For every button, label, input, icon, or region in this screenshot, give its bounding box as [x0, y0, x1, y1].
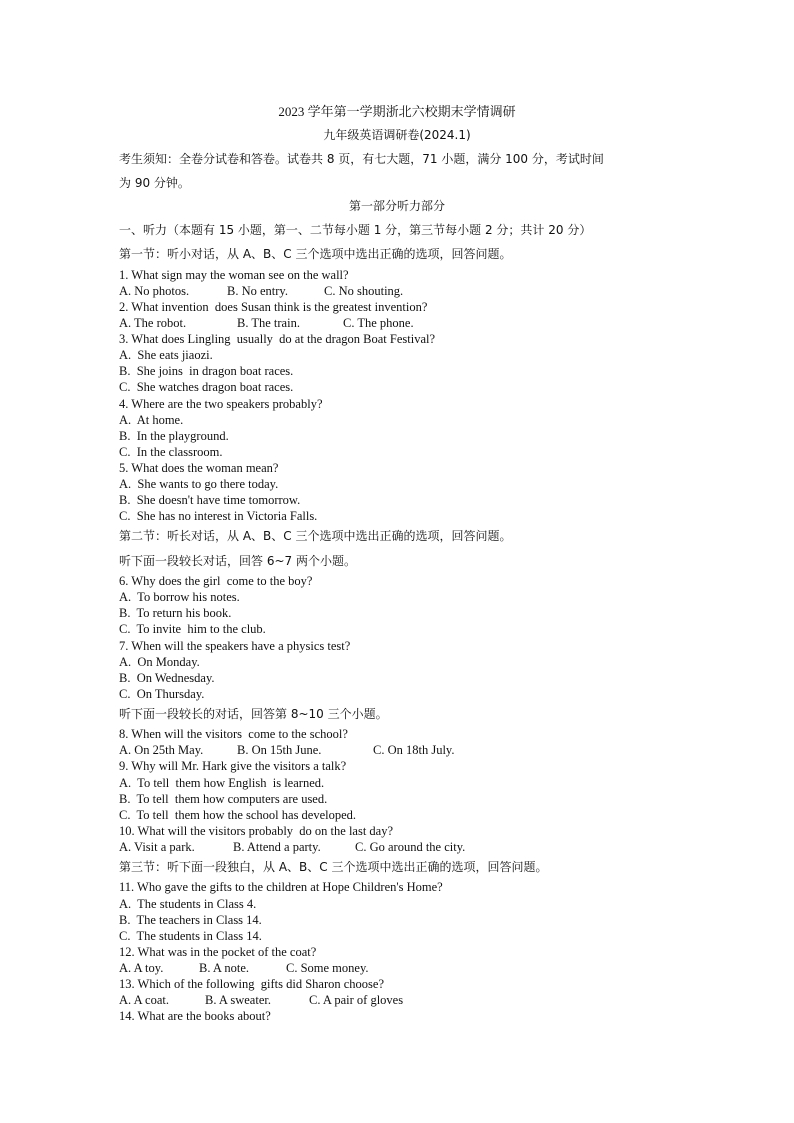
option-b: B. To return his book.	[119, 606, 232, 620]
sub2-intro-2: 听下面一段较长的对话，回答第 8~10 三个小题。	[119, 707, 388, 721]
question-4: 4. Where are the two speakers probably?	[119, 397, 323, 411]
option-a: A. No photos.	[119, 284, 190, 298]
option-a: A. On Monday.	[119, 655, 200, 669]
option-a: A. To tell them how English is learned.	[119, 776, 325, 790]
option-b: B. To tell them how computers are used.	[119, 792, 328, 806]
sub1-heading: 第一节：听小对话，从 A、B、C 三个选项中选出正确的选项，回答问题。	[119, 247, 512, 261]
options-12	[119, 960, 369, 976]
option-a: A. The robot.	[119, 316, 187, 330]
option-a: A. She eats jiaozi.	[119, 348, 213, 362]
option-a: A. A toy.	[119, 961, 164, 975]
options-1	[119, 283, 403, 299]
part-title: 第一部分听力部分	[348, 199, 445, 213]
option-c: C. Go around the city.	[355, 840, 466, 854]
option-a: A. She wants to go there today.	[119, 477, 279, 491]
option-c: C. To tell them how the school has developed.	[119, 808, 357, 822]
option-b: B. The teachers in Class 14.	[119, 913, 262, 927]
question-8: 8. When will the visitors come to the school?	[119, 727, 348, 741]
question-11: 11. Who gave the gifts to the children at Hope Children's Home?	[119, 880, 443, 894]
option-c: C. Some money.	[286, 961, 369, 975]
sub2-intro-1: 听下面一段较长对话，回答 6~7 两个小题。	[119, 554, 356, 568]
options-8	[119, 742, 455, 758]
option-b: B. A sweater.	[205, 993, 271, 1007]
question-12: 12. What was in the pocket of the coat?	[119, 945, 317, 959]
question-14: 14. What are the books about?	[119, 1009, 271, 1023]
question-9: 9. Why will Mr. Hark give the visitors a talk?	[119, 759, 347, 773]
option-a: A. A coat.	[119, 993, 169, 1007]
question-6: 6. Why does the girl come to the boy?	[119, 574, 313, 588]
option-b: B. She joins in dragon boat races.	[119, 364, 294, 378]
question-5: 5. What does the woman mean?	[119, 461, 279, 475]
option-c: C. On Thursday.	[119, 687, 205, 701]
options-13	[119, 992, 403, 1008]
sub3-heading: 第三节：听下面一段独白，从 A、B、C 三个选项中选出正确的选项，回答问题。	[119, 860, 548, 874]
section-heading: 一、听力（本题有 15 小题，第一、二节每小题 1 分，第三节每小题 2 分；共计 20 分）	[119, 223, 592, 237]
option-b: B. On Wednesday.	[119, 671, 215, 685]
option-b: B. She doesn't have time tomorrow.	[119, 493, 301, 507]
option-c: C. The students in Class 14.	[119, 929, 262, 943]
option-c: C. The phone.	[343, 316, 414, 330]
question-1: 1. What sign may the woman see on the wall?	[119, 268, 349, 282]
exam-title: 2023 学年第一学期浙北六校期末学情调研	[278, 104, 516, 119]
question-2: 2. What invention does Susan think is the greatest invention?	[119, 300, 428, 314]
option-c: C. A pair of gloves	[309, 993, 404, 1007]
question-7: 7. When will the speakers have a physics test?	[119, 639, 351, 653]
option-b: B. Attend a party.	[233, 840, 321, 854]
exam-notice-line1: 考生须知：全卷分试卷和答卷。试卷共 8 页，有七大题，71 小题，满分 100 分，考试时间	[119, 152, 604, 166]
option-b: B. The train.	[237, 316, 300, 330]
option-c: C. In the classroom.	[119, 445, 223, 459]
question-10: 10. What will the visitors probably do on the last day?	[119, 824, 394, 838]
option-b: B. On 15th June.	[237, 743, 322, 757]
exam-subtitle: 九年级英语调研卷(2024.1)	[323, 128, 471, 142]
question-3: 3. What does Lingling usually do at the dragon Boat Festival?	[119, 332, 436, 346]
exam-notice-line2: 为 90 分钟。	[119, 176, 190, 190]
option-a: A. At home.	[119, 413, 184, 427]
options-10	[119, 839, 465, 855]
option-a: A. On 25th May.	[119, 743, 204, 757]
sub2-heading: 第二节：听长对话，从 A、B、C 三个选项中选出正确的选项，回答问题。	[119, 529, 512, 543]
option-c: C. To invite him to the club.	[119, 622, 266, 636]
option-a: A. To borrow his notes.	[119, 590, 240, 604]
option-b: B. A note.	[199, 961, 250, 975]
option-c: C. On 18th July.	[373, 743, 455, 757]
option-c: C. She has no interest in Victoria Falls.	[119, 509, 318, 523]
option-b: B. In the playground.	[119, 429, 229, 443]
option-a: A. Visit a park.	[119, 840, 195, 854]
question-13: 13. Which of the following gifts did Sharon choose?	[119, 977, 385, 991]
option-c: C. No shouting.	[324, 284, 404, 298]
option-c: C. She watches dragon boat races.	[119, 380, 294, 394]
option-b: B. No entry.	[227, 284, 288, 298]
options-2	[119, 315, 414, 331]
option-a: A. The students in Class 4.	[119, 897, 257, 911]
